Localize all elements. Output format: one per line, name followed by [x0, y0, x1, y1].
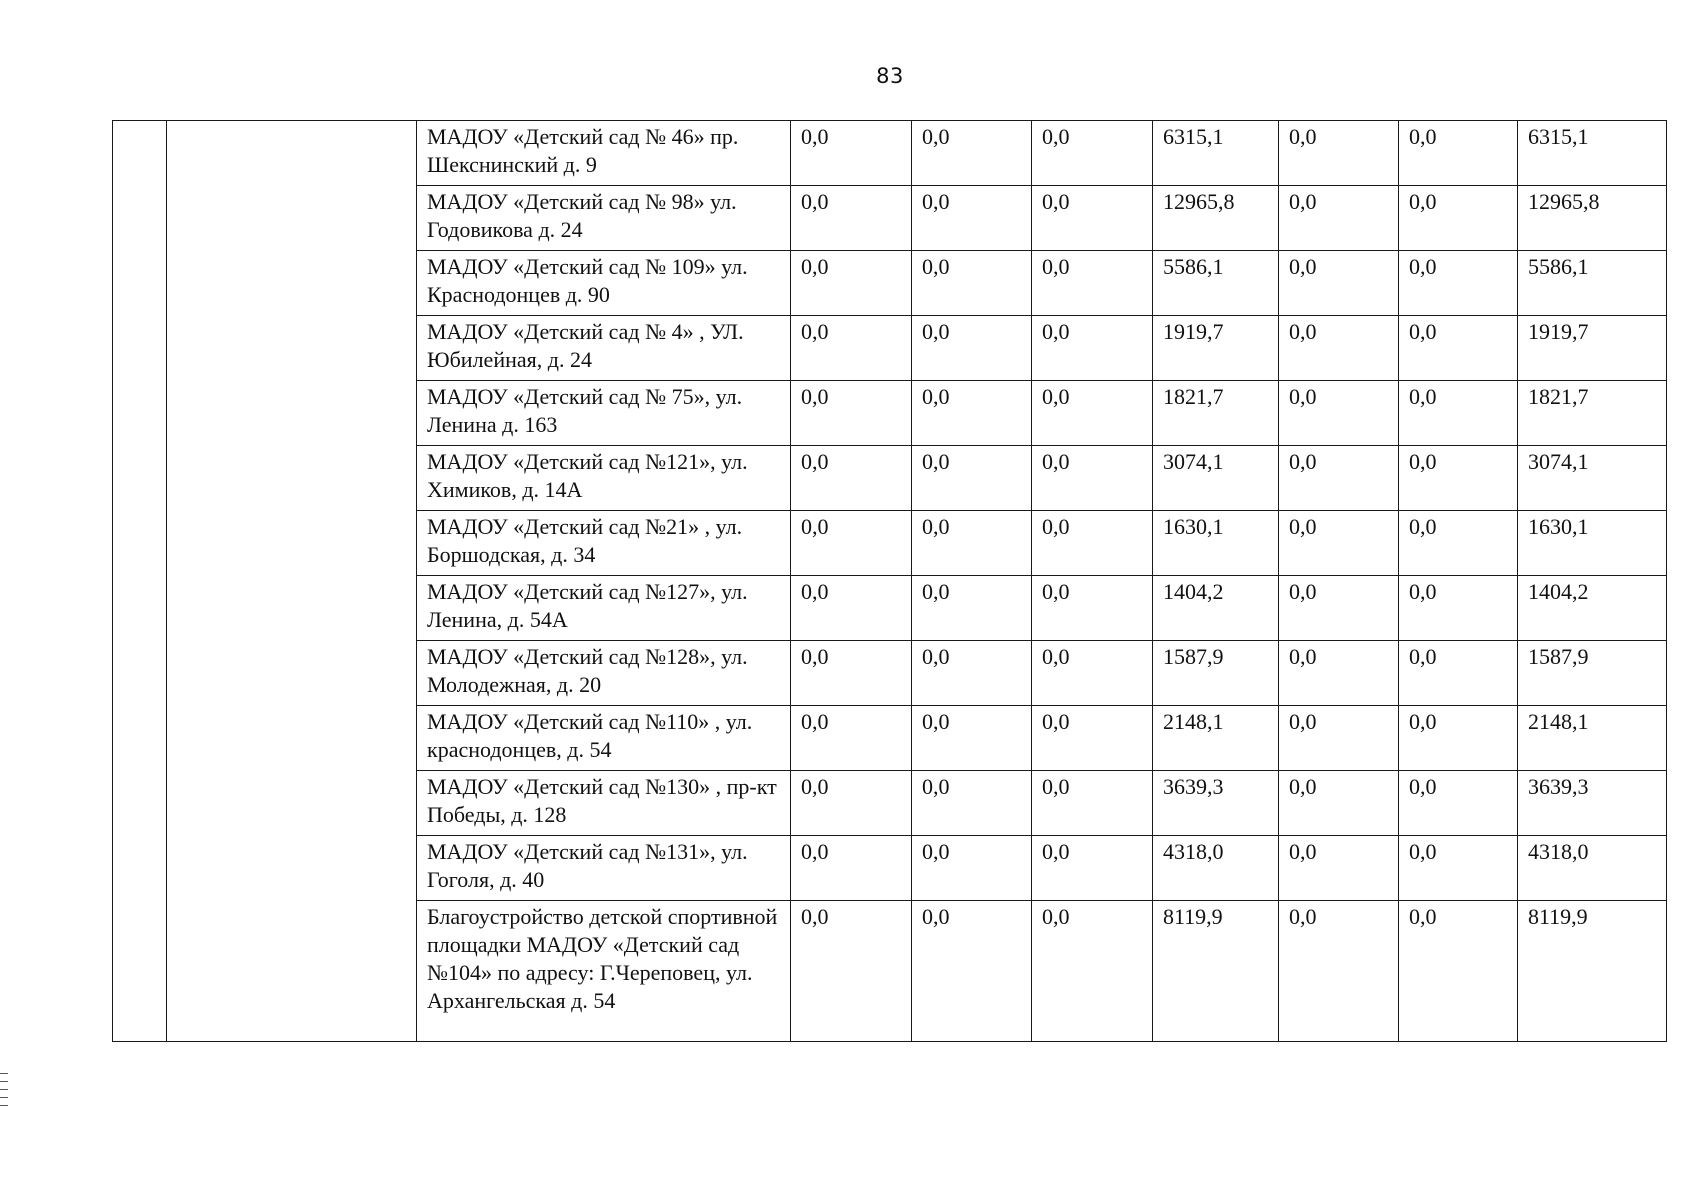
value-cell-1: 0,0 — [791, 641, 912, 706]
institution-name-cell: МАДОУ «Детский сад №131», ул. Гоголя, д. 40 — [417, 836, 791, 901]
value-cell-total: 1821,7 — [1518, 381, 1667, 446]
value-cell-6: 0,0 — [1399, 901, 1518, 1042]
value-cell-3: 0,0 — [1032, 771, 1153, 836]
page-number: 83 — [876, 64, 904, 88]
institution-name-cell: Благоустройство детской спортивной площадки МАДОУ «Детский сад №104» по адресу: Г.Череповец, ул. Архангельская д. 54 — [417, 901, 791, 1042]
value-cell-6: 0,0 — [1399, 706, 1518, 771]
scan-mark — [0, 1105, 8, 1106]
table-body — [113, 121, 1667, 1042]
institution-name-cell: МАДОУ «Детский сад № 75», ул. Ленина д. 163 — [417, 381, 791, 446]
merged-title-cell — [167, 121, 417, 1042]
value-cell-6: 0,0 — [1399, 836, 1518, 901]
value-cell-5: 0,0 — [1279, 121, 1399, 186]
value-cell-5: 0,0 — [1279, 641, 1399, 706]
value-cell-2: 0,0 — [912, 186, 1032, 251]
value-cell-2: 0,0 — [912, 251, 1032, 316]
value-cell-total: 3074,1 — [1518, 446, 1667, 511]
value-cell-3: 0,0 — [1032, 121, 1153, 186]
value-cell-total: 1630,1 — [1518, 511, 1667, 576]
value-cell-4: 1404,2 — [1153, 576, 1279, 641]
institution-name-cell: МАДОУ «Детский сад №128», ул. Молодежная, д. 20 — [417, 641, 791, 706]
value-cell-4: 4318,0 — [1153, 836, 1279, 901]
institution-name-cell: МАДОУ «Детский сад № 4» , УЛ. Юбилейная, д. 24 — [417, 316, 791, 381]
value-cell-2: 0,0 — [912, 706, 1032, 771]
scan-mark — [0, 1081, 8, 1082]
value-cell-3: 0,0 — [1032, 186, 1153, 251]
value-cell-1: 0,0 — [791, 316, 912, 381]
institution-name-cell: МАДОУ «Детский сад №21» , ул. Боршодская, д. 34 — [417, 511, 791, 576]
value-cell-3: 0,0 — [1032, 576, 1153, 641]
value-cell-3: 0,0 — [1032, 706, 1153, 771]
value-cell-1: 0,0 — [791, 706, 912, 771]
value-cell-5: 0,0 — [1279, 901, 1399, 1042]
value-cell-3: 0,0 — [1032, 446, 1153, 511]
institution-name-cell: МАДОУ «Детский сад №127», ул. Ленина, д. 54А — [417, 576, 791, 641]
value-cell-2: 0,0 — [912, 901, 1032, 1042]
value-cell-3: 0,0 — [1032, 641, 1153, 706]
value-cell-1: 0,0 — [791, 771, 912, 836]
value-cell-6: 0,0 — [1399, 771, 1518, 836]
value-cell-5: 0,0 — [1279, 316, 1399, 381]
value-cell-5: 0,0 — [1279, 576, 1399, 641]
value-cell-total: 4318,0 — [1518, 836, 1667, 901]
institution-name-cell: МАДОУ «Детский сад № 98» ул. Годовикова д. 24 — [417, 186, 791, 251]
value-cell-2: 0,0 — [912, 576, 1032, 641]
value-cell-total: 1919,7 — [1518, 316, 1667, 381]
value-cell-6: 0,0 — [1399, 511, 1518, 576]
value-cell-1: 0,0 — [791, 251, 912, 316]
value-cell-total: 6315,1 — [1518, 121, 1667, 186]
value-cell-6: 0,0 — [1399, 186, 1518, 251]
value-cell-2: 0,0 — [912, 316, 1032, 381]
value-cell-6: 0,0 — [1399, 641, 1518, 706]
value-cell-4: 8119,9 — [1153, 901, 1279, 1042]
value-cell-3: 0,0 — [1032, 316, 1153, 381]
value-cell-4: 6315,1 — [1153, 121, 1279, 186]
value-cell-1: 0,0 — [791, 121, 912, 186]
value-cell-total: 5586,1 — [1518, 251, 1667, 316]
value-cell-2: 0,0 — [912, 771, 1032, 836]
budget-table — [112, 120, 1667, 1042]
value-cell-1: 0,0 — [791, 836, 912, 901]
value-cell-3: 0,0 — [1032, 511, 1153, 576]
scan-mark — [0, 1089, 8, 1090]
value-cell-2: 0,0 — [912, 121, 1032, 186]
value-cell-4: 5586,1 — [1153, 251, 1279, 316]
value-cell-5: 0,0 — [1279, 251, 1399, 316]
value-cell-1: 0,0 — [791, 576, 912, 641]
value-cell-total: 12965,8 — [1518, 186, 1667, 251]
table-row — [113, 121, 1667, 186]
value-cell-2: 0,0 — [912, 446, 1032, 511]
value-cell-6: 0,0 — [1399, 446, 1518, 511]
value-cell-1: 0,0 — [791, 381, 912, 446]
value-cell-6: 0,0 — [1399, 381, 1518, 446]
value-cell-4: 1919,7 — [1153, 316, 1279, 381]
value-cell-4: 1821,7 — [1153, 381, 1279, 446]
value-cell-4: 1630,1 — [1153, 511, 1279, 576]
value-cell-4: 1587,9 — [1153, 641, 1279, 706]
value-cell-3: 0,0 — [1032, 381, 1153, 446]
value-cell-2: 0,0 — [912, 511, 1032, 576]
value-cell-3: 0,0 — [1032, 251, 1153, 316]
value-cell-4: 12965,8 — [1153, 186, 1279, 251]
value-cell-3: 0,0 — [1032, 836, 1153, 901]
value-cell-5: 0,0 — [1279, 186, 1399, 251]
value-cell-5: 0,0 — [1279, 446, 1399, 511]
institution-name-cell: МАДОУ «Детский сад №121», ул. Химиков, д. 14А — [417, 446, 791, 511]
value-cell-total: 1404,2 — [1518, 576, 1667, 641]
value-cell-2: 0,0 — [912, 641, 1032, 706]
value-cell-4: 3639,3 — [1153, 771, 1279, 836]
value-cell-6: 0,0 — [1399, 121, 1518, 186]
value-cell-6: 0,0 — [1399, 251, 1518, 316]
institution-name-cell: МАДОУ «Детский сад № 46» пр. Шекснинский д. 9 — [417, 121, 791, 186]
value-cell-6: 0,0 — [1399, 316, 1518, 381]
institution-name-cell: МАДОУ «Детский сад №130» , пр-кт Победы, д. 128 — [417, 771, 791, 836]
value-cell-5: 0,0 — [1279, 771, 1399, 836]
value-cell-5: 0,0 — [1279, 706, 1399, 771]
value-cell-total: 2148,1 — [1518, 706, 1667, 771]
value-cell-total: 1587,9 — [1518, 641, 1667, 706]
value-cell-4: 2148,1 — [1153, 706, 1279, 771]
value-cell-6: 0,0 — [1399, 576, 1518, 641]
value-cell-1: 0,0 — [791, 186, 912, 251]
value-cell-1: 0,0 — [791, 511, 912, 576]
value-cell-1: 0,0 — [791, 901, 912, 1042]
value-cell-5: 0,0 — [1279, 836, 1399, 901]
value-cell-5: 0,0 — [1279, 381, 1399, 446]
value-cell-2: 0,0 — [912, 381, 1032, 446]
institution-name-cell: МАДОУ «Детский сад №110» , ул. краснодонцев, д. 54 — [417, 706, 791, 771]
value-cell-4: 3074,1 — [1153, 446, 1279, 511]
value-cell-3: 0,0 — [1032, 901, 1153, 1042]
value-cell-5: 0,0 — [1279, 511, 1399, 576]
scan-mark — [0, 1097, 8, 1098]
institution-name-cell: МАДОУ «Детский сад № 109» ул. Краснодонцев д. 90 — [417, 251, 791, 316]
value-cell-2: 0,0 — [912, 836, 1032, 901]
value-cell-total: 3639,3 — [1518, 771, 1667, 836]
value-cell-1: 0,0 — [791, 446, 912, 511]
scan-mark — [0, 1073, 8, 1074]
value-cell-total: 8119,9 — [1518, 901, 1667, 1042]
merged-number-cell — [113, 121, 167, 1042]
